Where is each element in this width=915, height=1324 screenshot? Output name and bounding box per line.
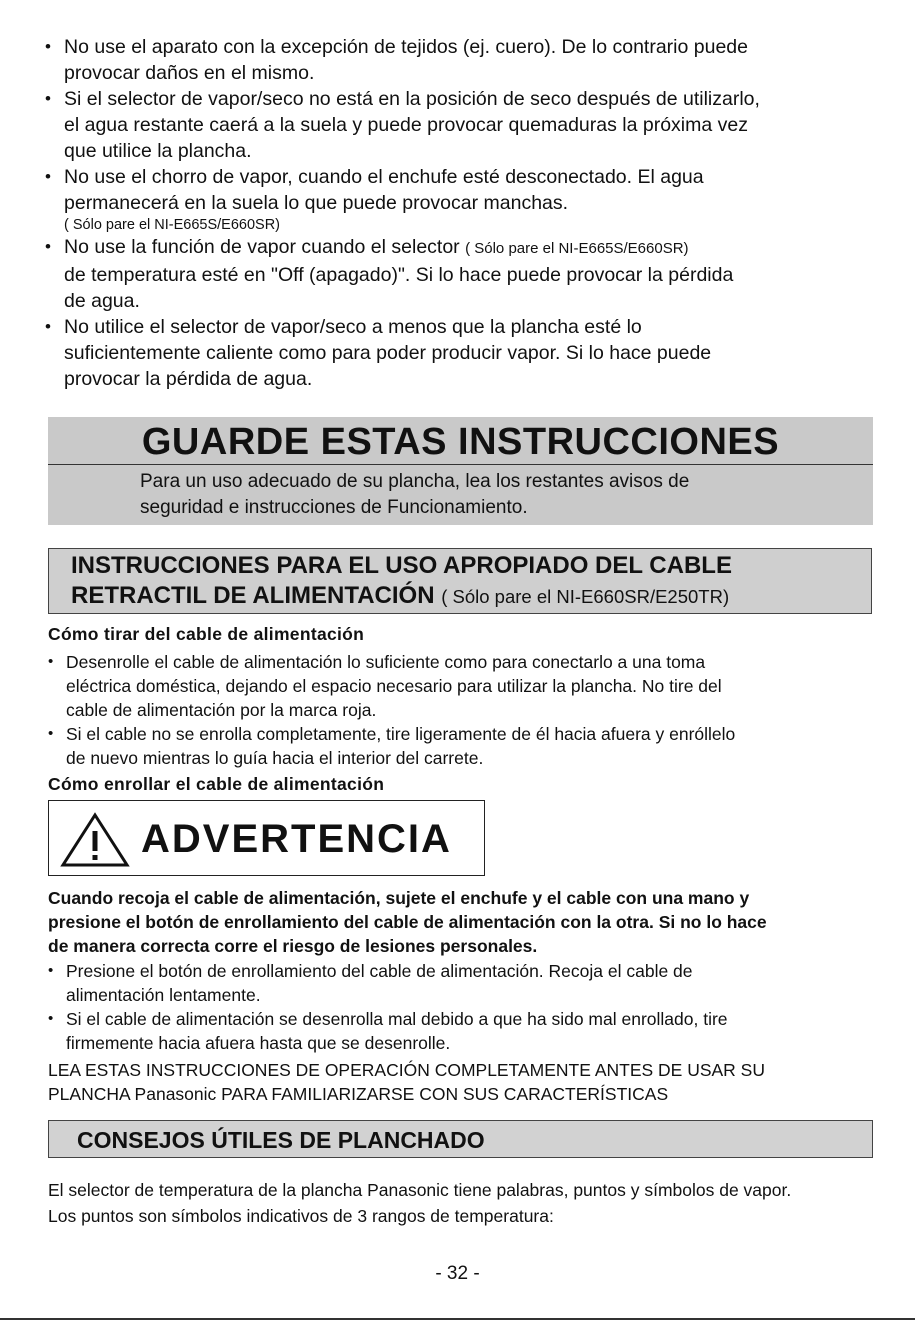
bullet-line: • Si el cable no se enrolla completamente, tire ligeramente de él hacia afuera y enróllelo: [66, 724, 736, 744]
notice-line: LEA ESTAS INSTRUCCIONES DE OPERACIÓN COMPLETAMENTE ANTES DE USAR SU: [48, 1060, 765, 1080]
page-number: - 32 -: [435, 1263, 480, 1284]
heading-line: [71, 581, 729, 612]
bullet-line: • Presione el botón de enrollamiento del cable de alimentación. Recoja el cable de: [66, 961, 693, 981]
banner-line: Para un uso adecuado de su plancha, lea los restantes avisos de: [140, 471, 690, 492]
bottom-rule: [0, 1318, 915, 1320]
model-note: ( Sólo pare el NI-E665S/E660SR): [64, 217, 280, 233]
bullet-line: que utilice la plancha.: [64, 140, 252, 162]
wind-cable-list: [48, 959, 878, 1055]
heading-line: INSTRUCCIONES PARA EL USO APROPIADO DEL CABLE: [71, 552, 732, 579]
bullet-line: eléctrica doméstica, dejando el espacio necesario para utilizar la plancha. No tire del: [66, 676, 722, 696]
bullet-line: provocar la pérdida de agua.: [64, 368, 313, 390]
bullet-line: el agua restante caerá a la suela y puede provocar quemaduras la próxima vez: [64, 114, 748, 136]
bullet-line: • Si el selector de vapor/seco no está en la posición de seco después de utilizarlo,: [64, 88, 760, 110]
tips-line: Los puntos son símbolos indicativos de 3 rangos de temperatura:: [48, 1206, 554, 1226]
banner-text: [140, 469, 860, 521]
warning-line: presione el botón de enrollamiento del cable de alimentación con la otra. Si no lo hace: [48, 912, 767, 932]
bullet-line: [64, 234, 874, 262]
bullet-line: de agua.: [64, 290, 140, 312]
warning-label: ADVERTENCIA: [141, 817, 452, 861]
bullet-line: suficientemente caliente como para poder producir vapor. Si lo hace puede: [64, 342, 712, 364]
bullet-steam-dry-selector: [44, 86, 874, 164]
bullet-line: firmemente hacia afuera hasta que se desenrolle.: [66, 1033, 451, 1053]
bullet-bad-wind: [48, 1007, 878, 1055]
bullet-rewind: [48, 722, 878, 770]
bullet-line: provocar daños en el mismo.: [64, 62, 315, 84]
subheading-wind-cable: Cómo enrollar el cable de alimentación: [48, 774, 385, 794]
ironing-tips-text: [48, 1177, 878, 1229]
warning-line: Cuando recoja el cable de alimentación, sujete el enchufe y el cable con una mano y: [48, 888, 750, 908]
bullet-line: • Si el cable de alimentación se desenrolla mal debido a que ha sido mal enrollado, tire: [66, 1009, 728, 1029]
warning-line: de manera correcta corre el riesgo de lesiones personales.: [48, 936, 538, 956]
bullet-steam-burst: [44, 164, 874, 216]
read-instructions-notice: [48, 1058, 878, 1106]
model-note: ( Sólo pare el NI-E665S/E660SR): [465, 240, 689, 257]
bullet-steam-off: [44, 234, 874, 314]
bullet-fabrics: [44, 34, 874, 86]
heading-text: RETRACTIL DE ALIMENTACIÓN: [71, 582, 435, 609]
bullet-line: • Desenrolle el cable de alimentación lo suficiente como para conectarlo a una toma: [66, 652, 706, 672]
safety-bullet-list: [44, 34, 874, 392]
bullet-press-button: [48, 959, 878, 1007]
bullet-line: de temperatura esté en "Off (apagado)". Si lo hace puede provocar la pérdida: [64, 264, 734, 286]
model-note: ( Sólo pare el NI-E660SR/E250TR): [441, 586, 730, 607]
warning-text: [48, 886, 878, 958]
ironing-tips-heading: [48, 1120, 873, 1158]
banner-title: GUARDE ESTAS INSTRUCCIONES: [141, 421, 780, 463]
bullet-hot-enough: [44, 314, 874, 392]
pull-cable-list: [48, 650, 878, 770]
bullet-line: cable de alimentación por la marca roja.: [66, 700, 377, 720]
bullet-line: • No use el chorro de vapor, cuando el enchufe esté desconectado. El agua: [64, 166, 704, 188]
subheading-pull-cable: Cómo tirar del cable de alimentación: [48, 624, 365, 644]
cable-section-heading: [48, 548, 872, 614]
bullet-line: alimentación lentamente.: [66, 985, 261, 1005]
banner-line: seguridad e instrucciones de Funcionamiento.: [140, 497, 528, 518]
tips-line: El selector de temperatura de la plancha Panasonic tiene palabras, puntos y símbolos de vapor.: [48, 1180, 792, 1200]
bullet-line: • No utilice el selector de vapor/seco a menos que la plancha esté lo: [64, 316, 642, 338]
warning-box: [48, 800, 485, 876]
bullet-line: de nuevo mientras lo guía hacia el interior del carrete.: [66, 748, 484, 768]
banner-divider: [48, 464, 873, 465]
notice-line: PLANCHA Panasonic PARA FAMILIARIZARSE CON SUS CARACTERÍSTICAS: [48, 1084, 669, 1104]
heading-text: CONSEJOS ÚTILES DE PLANCHADO: [77, 1127, 485, 1153]
bullet-line: • No use el aparato con la excepción de tejidos (ej. cuero). De lo contrario puede: [64, 36, 748, 58]
bullet-unroll: [48, 650, 878, 722]
warning-triangle-icon: [59, 811, 131, 869]
bullet-line: permanecerá en la suela lo que puede provocar manchas.: [64, 192, 569, 214]
save-instructions-banner: [48, 417, 873, 525]
bullet-text: No use la función de vapor cuando el selector: [64, 236, 466, 258]
